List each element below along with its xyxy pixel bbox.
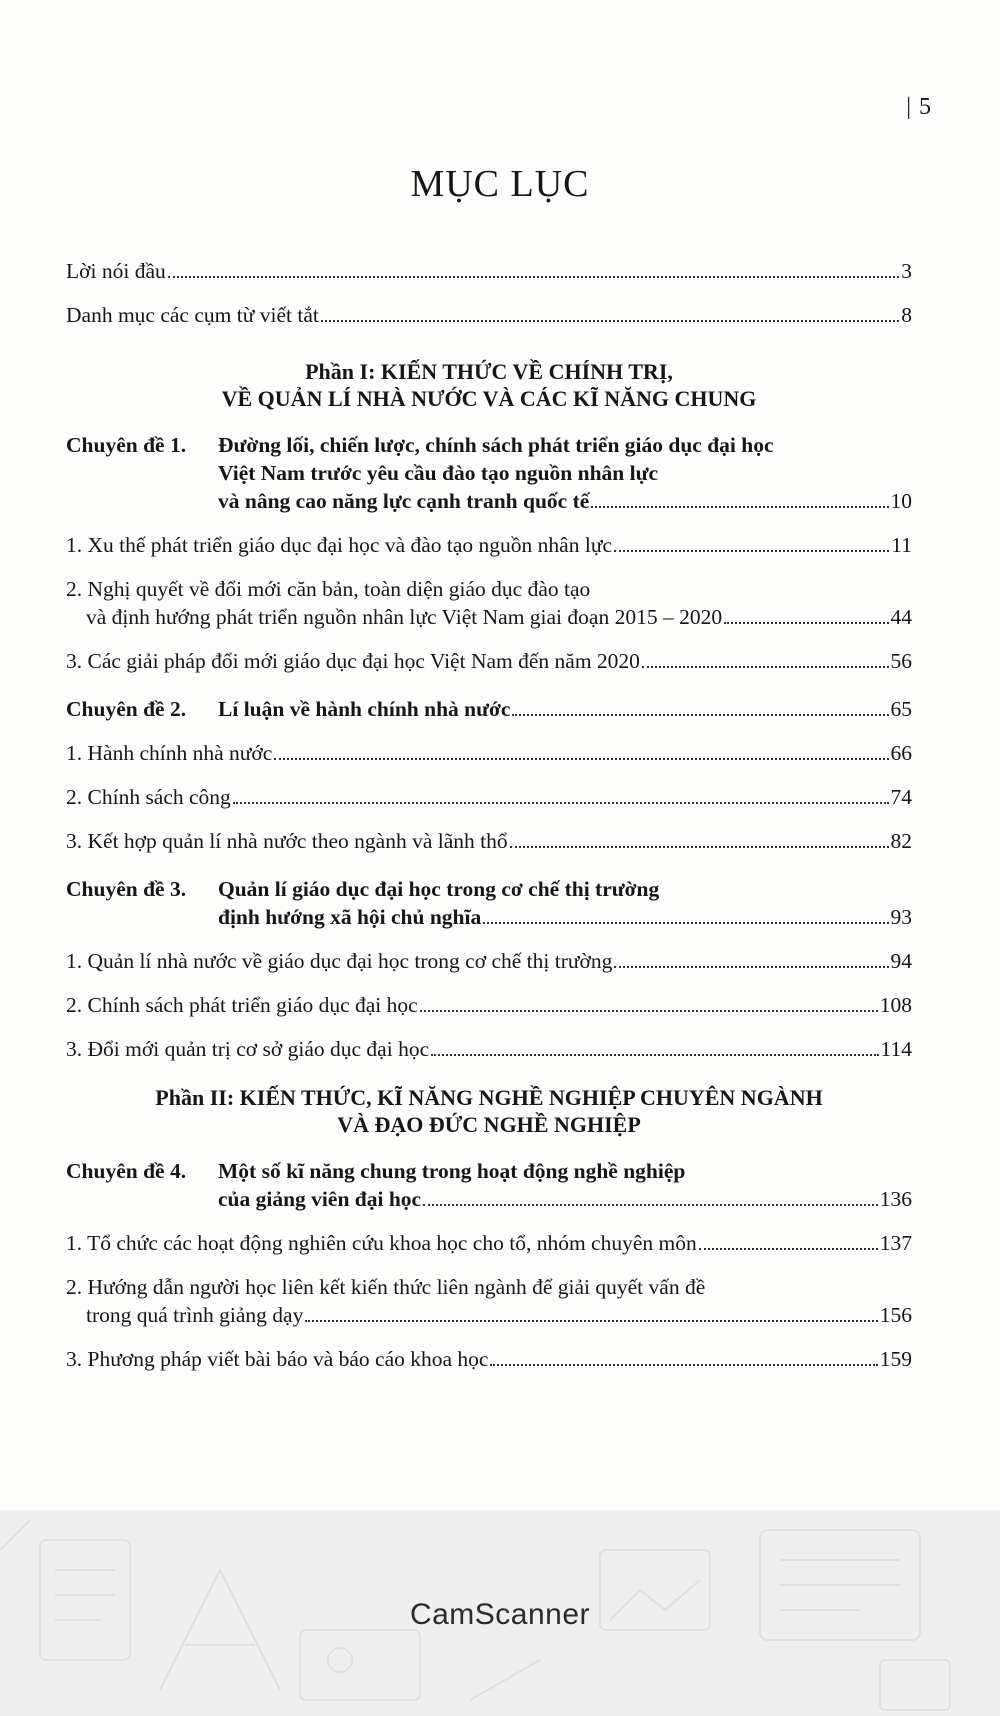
toc-page-number: 156 <box>879 1303 912 1327</box>
dot-leader <box>591 506 888 508</box>
toc-label: trong quá trình giảng dạy <box>86 1303 304 1327</box>
toc-label: 2. Chính sách công <box>66 785 231 809</box>
toc-label: 1. Tổ chức các hoạt động nghiên cứu khoa học cho tổ, nhóm chuyên môn <box>66 1231 697 1255</box>
toc-page-number: 74 <box>890 785 912 809</box>
toc-label: 3. Phương pháp viết bài báo và báo cáo khoa học <box>66 1347 489 1371</box>
dot-leader <box>724 622 888 624</box>
toc-page-number: 137 <box>879 1231 912 1255</box>
topic-2[interactable] <box>66 696 912 722</box>
toc-subentry[interactable] <box>66 576 912 630</box>
topic-4[interactable] <box>66 1158 912 1212</box>
dot-leader <box>614 550 889 552</box>
camscanner-logo-text: CamScanner <box>409 1598 591 1631</box>
toc-label: 3. Kết hợp quản lí nhà nước theo ngành và lãnh thổ <box>66 829 508 853</box>
part-title-line: VÀ ĐẠO ĐỨC NGHỀ NGHIỆP <box>337 1112 641 1137</box>
toc-page-number: 3 <box>901 259 912 283</box>
topic-heading <box>66 876 912 902</box>
table-of-contents <box>66 258 912 1372</box>
part-title-line: Phần II: KIẾN THỨC, KĨ NĂNG NGHỀ NGHIỆP CHUYÊN NGÀNH <box>155 1085 823 1110</box>
part-heading-2 <box>66 1084 912 1138</box>
topic-heading <box>66 1158 912 1184</box>
topic-number: Chuyên đề 1. <box>66 433 187 457</box>
topic-title-last-line <box>66 904 912 930</box>
toc-subentry[interactable] <box>66 740 912 766</box>
toc-page-number: 10 <box>890 489 912 513</box>
toc-label: Lời nói đầu <box>66 259 166 283</box>
topic-title-line: Quản lí giáo dục đại học trong cơ chế thị trường <box>218 877 660 901</box>
dot-leader <box>431 1054 878 1056</box>
page-number: | 5 <box>906 94 932 120</box>
toc-page-number: 56 <box>890 649 912 673</box>
toc-page-number: 65 <box>890 697 912 721</box>
topic-number: Chuyên đề 4. <box>66 1159 187 1183</box>
topic-title-line: định hướng xã hội chủ nghĩa <box>218 905 482 929</box>
toc-page-number: 159 <box>879 1347 912 1371</box>
toc-page-number: 93 <box>890 905 912 929</box>
topic-title-last-line <box>66 1186 912 1212</box>
toc-page-number: 82 <box>890 829 912 853</box>
topic-heading <box>66 432 912 458</box>
toc-label: 3. Đổi mới quản trị cơ sở giáo dục đại học <box>66 1037 430 1061</box>
toc-label: 1. Quản lí nhà nước về giáo dục đại học trong cơ chế thị trường <box>66 949 613 973</box>
toc-subentry[interactable] <box>66 648 912 674</box>
toc-page-number: 114 <box>880 1037 912 1061</box>
dot-leader <box>483 922 888 924</box>
toc-page-number: 136 <box>879 1187 912 1211</box>
topic-3[interactable] <box>66 876 912 930</box>
toc-page-number: 94 <box>890 949 912 973</box>
topic-title-line: Một số kĩ năng chung trong hoạt động nghề nghiệp <box>218 1159 686 1183</box>
dot-leader <box>642 666 889 668</box>
toc-label: 1. Xu thế phát triển giáo dục đại học và đào tạo nguồn nhân lực <box>66 533 613 557</box>
topic-title-line: và nâng cao năng lực cạnh tranh quốc tế <box>218 489 590 513</box>
toc-label: 2. Chính sách phát triển giáo dục đại học <box>66 993 418 1017</box>
dot-leader <box>321 320 899 322</box>
toc-entry-abbreviations[interactable] <box>66 302 912 328</box>
toc-subentry[interactable] <box>66 828 912 854</box>
dot-leader <box>510 846 889 848</box>
toc-label: và định hướng phát triển nguồn nhân lực Việt Nam giai đoạn 2015 – 2020 <box>86 605 723 629</box>
topic-title-last-line <box>66 488 912 514</box>
toc-page-number: 8 <box>901 303 912 327</box>
topic-title-line: Đường lối, chiến lược, chính sách phát triển giáo dục đại học <box>218 433 774 457</box>
topic-number: Chuyên đề 3. <box>66 877 187 901</box>
dot-leader <box>420 1010 878 1012</box>
topic-1[interactable] <box>66 432 912 514</box>
dot-leader <box>274 758 888 760</box>
dot-leader <box>490 1364 877 1366</box>
topic-number: Chuyên đề 2. <box>66 697 187 721</box>
dot-leader <box>423 1204 878 1206</box>
dot-leader <box>614 966 888 968</box>
toc-subentry[interactable] <box>66 1274 912 1328</box>
dot-leader <box>233 802 889 804</box>
toc-label: Danh mục các cụm từ viết tắt <box>66 303 319 327</box>
part-title-line: Phần I: KIẾN THỨC VỀ CHÍNH TRỊ, <box>305 359 673 384</box>
toc-page-number: 44 <box>890 605 912 629</box>
toc-label: 3. Các giải pháp đổi mới giáo dục đại học Việt Nam đến năm 2020 <box>66 649 640 673</box>
toc-page-number: 108 <box>879 993 912 1017</box>
toc-page-number: 11 <box>891 533 912 557</box>
toc-label-last-line <box>66 1302 912 1328</box>
scanner-watermark-footer <box>0 1510 1000 1716</box>
toc-label: 1. Hành chính nhà nước <box>66 741 273 765</box>
topic-title-line: của giảng viên đại học <box>218 1187 422 1211</box>
dot-leader <box>305 1320 877 1322</box>
part-heading-1 <box>66 358 912 412</box>
toc-label-last-line <box>66 604 912 630</box>
toc-label-line: 2. Nghị quyết về đổi mới căn bản, toàn diện giáo dục đào tạo <box>66 577 591 601</box>
toc-label-line: 2. Hướng dẫn người học liên kết kiến thức liên ngành để giải quyết vấn đề <box>66 1275 706 1299</box>
part-title-line: VỀ QUẢN LÍ NHÀ NƯỚC VÀ CÁC KĨ NĂNG CHUNG <box>221 386 757 411</box>
toc-subentry[interactable] <box>66 1346 912 1372</box>
toc-subentry[interactable] <box>66 784 912 810</box>
dot-leader <box>699 1248 878 1250</box>
toc-subentry[interactable] <box>66 992 912 1018</box>
toc-page-number: 66 <box>890 741 912 765</box>
dot-leader <box>512 714 888 716</box>
toc-subentry[interactable] <box>66 1230 912 1256</box>
toc-entry-foreword[interactable] <box>66 258 912 284</box>
topic-title-line: Việt Nam trước yêu cầu đào tạo nguồn nhân lực <box>218 461 659 485</box>
toc-subentry[interactable] <box>66 532 912 558</box>
toc-subentry[interactable] <box>66 1036 912 1062</box>
topic-title-line: Lí luận về hành chính nhà nước <box>218 697 511 721</box>
dot-leader <box>168 276 900 278</box>
toc-subentry[interactable] <box>66 948 912 974</box>
page-title: MỤC LỤC <box>410 163 590 205</box>
